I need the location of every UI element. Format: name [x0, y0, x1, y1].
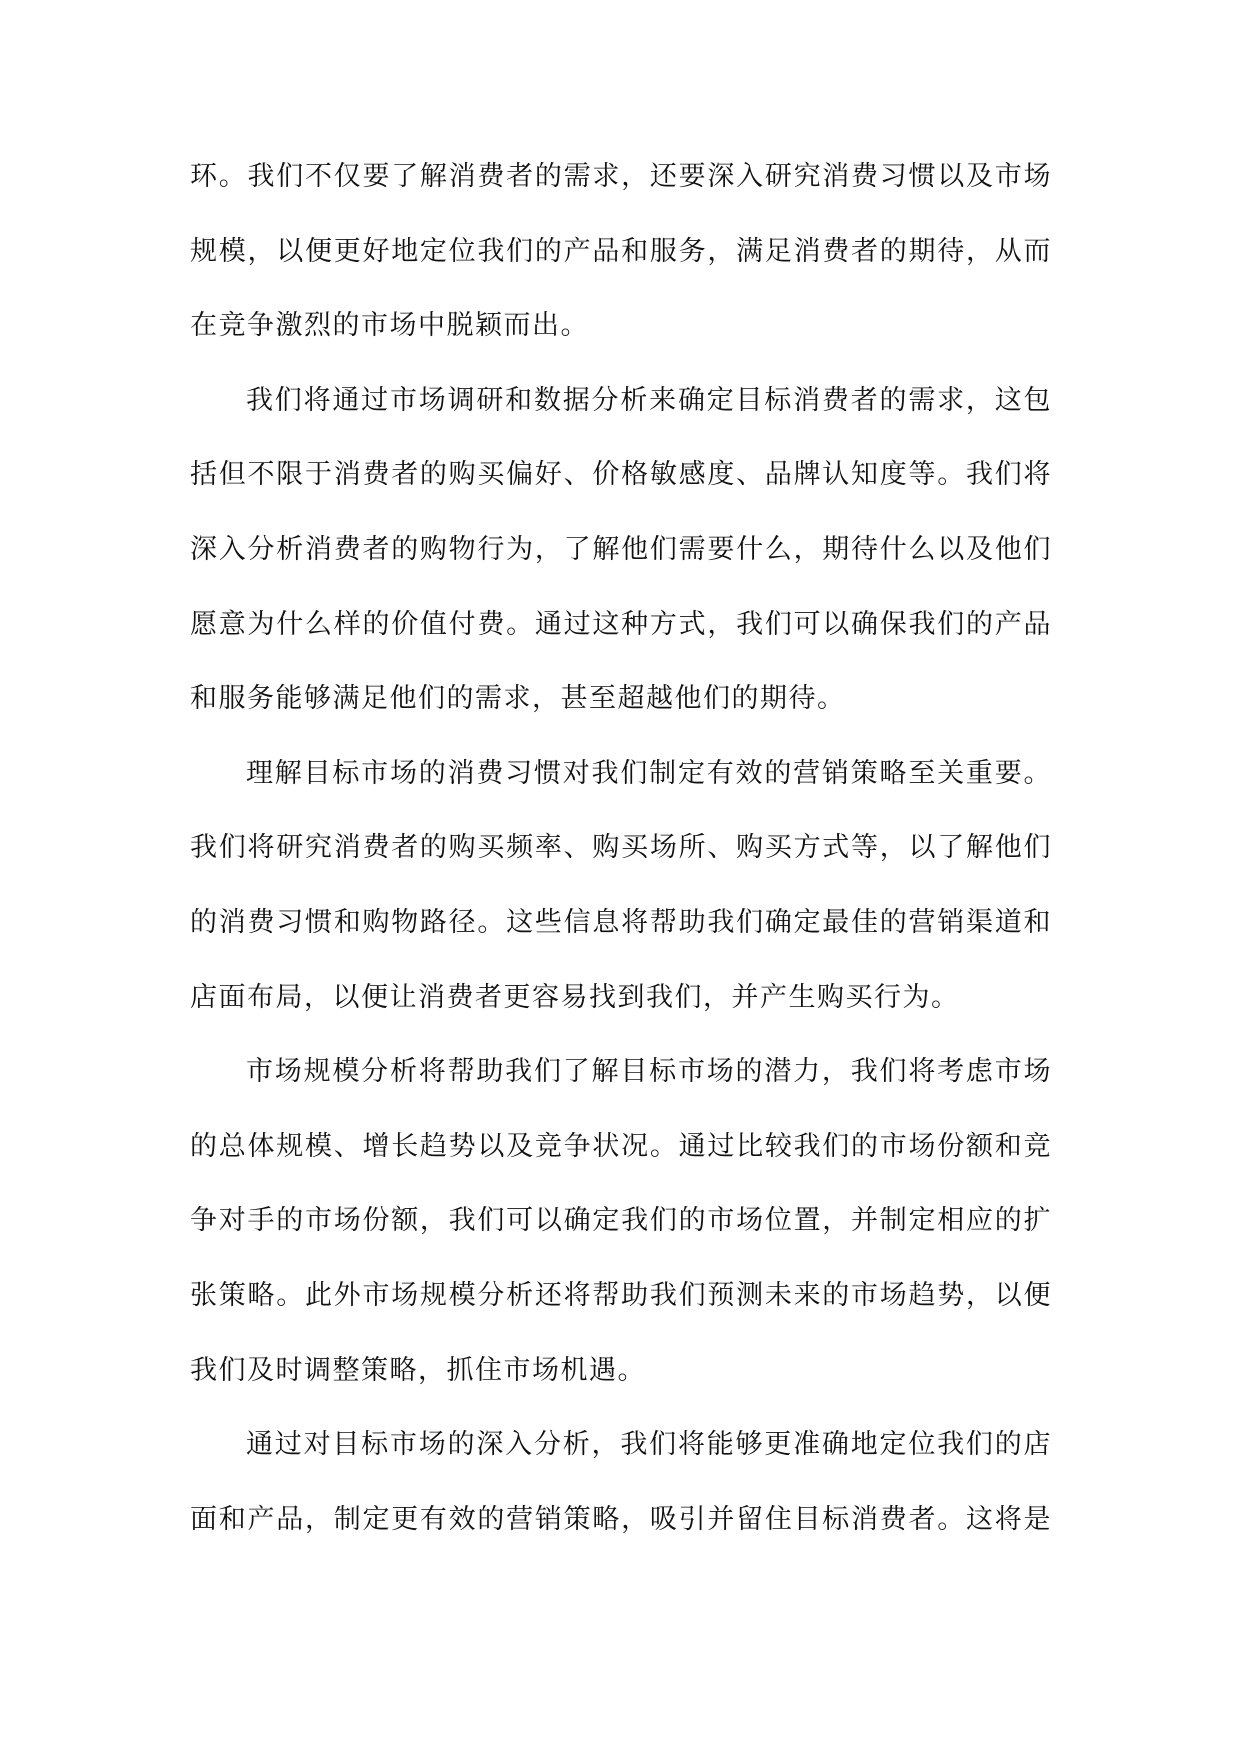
text-line: 环。我们不仅要了解消费者的需求，还要深入研究消费习惯以及市场: [190, 161, 1052, 192]
text-line: 的总体规模、增长趋势以及竞争状况。通过比较我们的市场份额和竞: [190, 1130, 1052, 1162]
text-line: 的消费习惯和购物路径。这些信息将帮助我们确定最佳的营销渠道和: [190, 906, 1052, 938]
text-line: 我们及时调整策略，抓住市场机遇。: [190, 1354, 646, 1386]
text-line: 在竞争激烈的市场中脱颖而出。: [190, 310, 589, 342]
text-line: 愿意为什么样的价值付费。通过这种方式，我们可以确保我们的产品: [190, 608, 1052, 640]
text-line: 我们将通过市场调研和数据分析来确定目标消费者的需求，这包: [246, 384, 1052, 416]
text-line: 理解目标市场的消费习惯对我们制定有效的营销策略至关重要。: [246, 757, 1052, 789]
text-line: 我们将研究消费者的购买频率、购买场所、购买方式等，以了解他们: [190, 832, 1052, 864]
text-line: 括但不限于消费者的购买偏好、价格敏感度、品牌认知度等。我们将: [190, 459, 1052, 491]
text-line: 规模，以便更好地定位我们的产品和服务，满足消费者的期待，从而: [190, 235, 1052, 267]
text-line: 店面布局，以便让消费者更容易找到我们，并产生购买行为。: [190, 981, 960, 1013]
text-line: 张策略。此外市场规模分析还将帮助我们预测未来的市场趋势，以便: [190, 1279, 1052, 1311]
text-line: 和服务能够满足他们的需求，甚至超越他们的期待。: [190, 683, 846, 715]
text-line: 争对手的市场份额，我们可以确定我们的市场位置，并制定相应的扩: [190, 1205, 1052, 1237]
text-line: 通过对目标市场的深入分析，我们将能够更准确地定位我们的店: [246, 1429, 1052, 1461]
document-body: [190, 140, 1052, 1557]
text-line: 深入分析消费者的购物行为，了解他们需要什么，期待什么以及他们: [190, 533, 1052, 565]
text-line: 面和产品，制定更有效的营销策略，吸引并留住目标消费者。这将是: [190, 1503, 1052, 1535]
text-line: 市场规模分析将帮助我们了解目标市场的潜力，我们将考虑市场: [246, 1056, 1052, 1088]
